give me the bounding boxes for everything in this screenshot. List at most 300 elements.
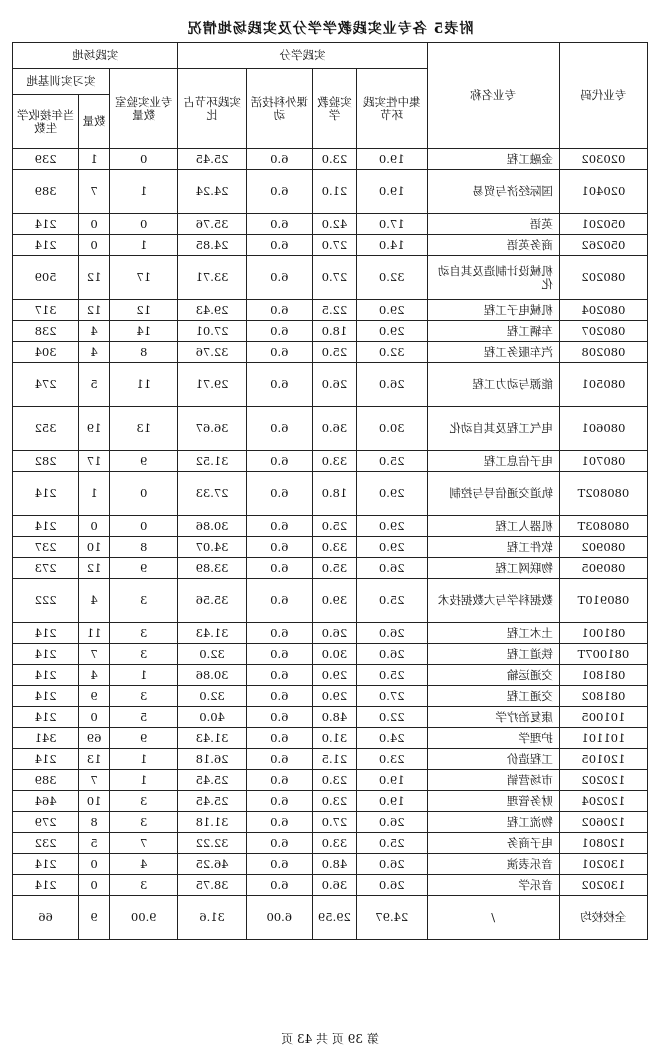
cell-experiment: 26.0 (312, 623, 356, 644)
header-extracurricular: 课外科技活动 (246, 69, 312, 149)
table-row (13, 833, 648, 854)
cell-concentrated: 14.0 (356, 235, 427, 256)
cell-code: 120602 (559, 812, 647, 833)
cell-code: 080207 (559, 321, 647, 342)
cell-ratio: 29.71 (178, 363, 246, 407)
cell-name: 交通运输 (427, 665, 559, 686)
cell-ratio: 32.0 (178, 644, 246, 665)
cell-name: 市场营销 (427, 770, 559, 791)
cell-labs: 14 (110, 321, 178, 342)
cell-base-count: 0 (79, 854, 110, 875)
cell-extracurricular: 6.0 (246, 235, 312, 256)
cell-code: 081007T (559, 644, 647, 665)
cell-labs: 4 (110, 854, 178, 875)
cell-extracurricular: 6.0 (246, 256, 312, 300)
cell-code: 080202 (559, 256, 647, 300)
cell-code: 101101 (559, 728, 647, 749)
cell-extracurricular: 6.0 (246, 770, 312, 791)
header-experiment: 实验教学 (312, 69, 356, 149)
cell-labs: 3 (110, 579, 178, 623)
cell-labs: 3 (110, 686, 178, 707)
table-row (13, 854, 648, 875)
cell-experiment: 29.0 (312, 686, 356, 707)
cell-extracurricular: 6.0 (246, 516, 312, 537)
cell-experiment: 22.5 (312, 300, 356, 321)
cell-experiment: 18.0 (312, 472, 356, 516)
header-sites-group: 实践场地 (13, 43, 178, 69)
cell-concentrated: 26.0 (356, 623, 427, 644)
cell-concentrated: 26.0 (356, 854, 427, 875)
cell-experiment: 23.0 (312, 770, 356, 791)
cell-name: 财务管理 (427, 791, 559, 812)
cell-extracurricular: 6.0 (246, 214, 312, 235)
cell-base-count: 9 (79, 686, 110, 707)
cell-experiment: 25.0 (312, 342, 356, 363)
total-cell-base-count: 9 (79, 896, 110, 940)
cell-experiment: 33.0 (312, 451, 356, 472)
cell-labs: 0 (110, 516, 178, 537)
cell-name: 音乐表演 (427, 854, 559, 875)
cell-extracurricular: 6.0 (246, 342, 312, 363)
cell-extracurricular: 6.0 (246, 579, 312, 623)
cell-students: 274 (13, 363, 79, 407)
cell-ratio: 30.86 (178, 665, 246, 686)
cell-labs: 9 (110, 451, 178, 472)
cell-code: 050201 (559, 214, 647, 235)
cell-base-count: 0 (79, 214, 110, 235)
cell-extracurricular: 6.0 (246, 686, 312, 707)
cell-extracurricular: 6.0 (246, 407, 312, 451)
cell-code: 020401 (559, 170, 647, 214)
cell-name: 工程造价 (427, 749, 559, 770)
cell-students: 214 (13, 644, 79, 665)
table-row (13, 707, 648, 728)
cell-code: 080208 (559, 342, 647, 363)
cell-concentrated: 25.0 (356, 579, 427, 623)
table-row (13, 537, 648, 558)
cell-code: 080802T (559, 472, 647, 516)
cell-name: 金融工程 (427, 149, 559, 170)
cell-base-count: 69 (79, 728, 110, 749)
cell-base-count: 19 (79, 407, 110, 451)
cell-ratio: 31.52 (178, 451, 246, 472)
cell-experiment: 27.0 (312, 235, 356, 256)
cell-experiment: 31.0 (312, 728, 356, 749)
cell-extracurricular: 6.0 (246, 833, 312, 854)
cell-students: 282 (13, 451, 79, 472)
table-row (13, 149, 648, 170)
cell-concentrated: 27.0 (356, 686, 427, 707)
total-row (13, 896, 648, 940)
header-concentrated: 集中性实践环节 (356, 69, 427, 149)
cell-base-count: 10 (79, 791, 110, 812)
cell-ratio: 31.43 (178, 623, 246, 644)
cell-experiment: 27.0 (312, 256, 356, 300)
cell-students: 389 (13, 170, 79, 214)
cell-code: 081802 (559, 686, 647, 707)
cell-ratio: 36.67 (178, 407, 246, 451)
cell-extracurricular: 6.0 (246, 707, 312, 728)
cell-code: 120202 (559, 770, 647, 791)
cell-extracurricular: 6.0 (246, 791, 312, 812)
table-row (13, 170, 648, 214)
cell-labs: 1 (110, 170, 178, 214)
cell-code: 130202 (559, 875, 647, 896)
cell-code: 080905 (559, 558, 647, 579)
cell-students: 279 (13, 812, 79, 833)
cell-code: 080701 (559, 451, 647, 472)
table-row (13, 363, 648, 407)
cell-concentrated: 26.0 (356, 558, 427, 579)
cell-labs: 3 (110, 623, 178, 644)
cell-code: 080601 (559, 407, 647, 451)
cell-students: 273 (13, 558, 79, 579)
total-cell-ratio: 31.6 (178, 896, 246, 940)
table-row (13, 644, 648, 665)
cell-labs: 17 (110, 256, 178, 300)
table-body (13, 149, 648, 940)
cell-ratio: 33.71 (178, 256, 246, 300)
cell-base-count: 13 (79, 749, 110, 770)
cell-students: 239 (13, 149, 79, 170)
cell-base-count: 1 (79, 149, 110, 170)
cell-name: 汽车服务工程 (427, 342, 559, 363)
cell-base-count: 12 (79, 300, 110, 321)
cell-code: 050262 (559, 235, 647, 256)
cell-code: 020302 (559, 149, 647, 170)
practice-table (12, 42, 648, 940)
cell-labs: 3 (110, 644, 178, 665)
cell-concentrated: 29.0 (356, 516, 427, 537)
cell-name: 护理学 (427, 728, 559, 749)
cell-experiment: 23.0 (312, 149, 356, 170)
cell-students: 509 (13, 256, 79, 300)
cell-labs: 7 (110, 833, 178, 854)
cell-base-count: 4 (79, 321, 110, 342)
cell-base-count: 1 (79, 472, 110, 516)
cell-ratio: 27.33 (178, 472, 246, 516)
cell-name: 物流工程 (427, 812, 559, 833)
table-row (13, 812, 648, 833)
cell-ratio: 29.43 (178, 300, 246, 321)
cell-students: 352 (13, 407, 79, 451)
cell-experiment: 27.0 (312, 812, 356, 833)
cell-name: 铁道工程 (427, 644, 559, 665)
cell-experiment: 21.0 (312, 170, 356, 214)
cell-code: 101005 (559, 707, 647, 728)
cell-concentrated: 26.0 (356, 875, 427, 896)
cell-students: 214 (13, 235, 79, 256)
page-footer: 第 39 页 共 43 页 (281, 1032, 379, 1046)
cell-base-count: 7 (79, 770, 110, 791)
cell-labs: 0 (110, 149, 178, 170)
total-cell-code: 全校校均 (559, 896, 647, 940)
table-row (13, 791, 648, 812)
cell-base-count: 0 (79, 707, 110, 728)
table-row (13, 516, 648, 537)
cell-labs: 11 (110, 363, 178, 407)
cell-students: 317 (13, 300, 79, 321)
total-cell-students: 66 (13, 896, 79, 940)
cell-ratio: 32.0 (178, 686, 246, 707)
cell-extracurricular: 6.0 (246, 363, 312, 407)
cell-name: 音乐学 (427, 875, 559, 896)
cell-students: 341 (13, 728, 79, 749)
cell-name: 英语 (427, 214, 559, 235)
cell-labs: 1 (110, 235, 178, 256)
cell-code: 081001 (559, 623, 647, 644)
cell-name: 康复治疗学 (427, 707, 559, 728)
cell-concentrated: 23.0 (356, 749, 427, 770)
cell-experiment: 25.0 (312, 516, 356, 537)
cell-extracurricular: 6.0 (246, 749, 312, 770)
cell-name: 机器人工程 (427, 516, 559, 537)
cell-code: 080910T (559, 579, 647, 623)
cell-concentrated: 19.0 (356, 149, 427, 170)
cell-ratio: 35.76 (178, 214, 246, 235)
cell-base-count: 12 (79, 558, 110, 579)
cell-concentrated: 25.0 (356, 833, 427, 854)
cell-experiment: 33.0 (312, 833, 356, 854)
cell-students: 214 (13, 749, 79, 770)
cell-ratio: 24.85 (178, 235, 246, 256)
table-row (13, 300, 648, 321)
cell-labs: 3 (110, 812, 178, 833)
cell-extracurricular: 6.0 (246, 149, 312, 170)
table-row (13, 342, 648, 363)
cell-experiment: 26.0 (312, 363, 356, 407)
cell-base-count: 12 (79, 256, 110, 300)
cell-name: 轨道交通信号与控制 (427, 472, 559, 516)
cell-base-count: 4 (79, 579, 110, 623)
cell-labs: 3 (110, 875, 178, 896)
cell-name: 国际经济与贸易 (427, 170, 559, 214)
cell-ratio: 25.45 (178, 149, 246, 170)
cell-base-count: 5 (79, 363, 110, 407)
cell-concentrated: 24.0 (356, 728, 427, 749)
cell-base-count: 0 (79, 516, 110, 537)
cell-experiment: 39.0 (312, 579, 356, 623)
table-row (13, 749, 648, 770)
header-bases-group: 实习实训基地 (13, 69, 110, 95)
total-cell-extracurricular: 6.00 (246, 896, 312, 940)
cell-extracurricular: 6.0 (246, 665, 312, 686)
cell-experiment: 21.5 (312, 749, 356, 770)
cell-name: 能源与动力工程 (427, 363, 559, 407)
cell-code: 120204 (559, 791, 647, 812)
cell-name: 交通工程 (427, 686, 559, 707)
cell-experiment: 35.0 (312, 558, 356, 579)
cell-name: 数据科学与大数据技术 (427, 579, 559, 623)
cell-labs: 3 (110, 791, 178, 812)
cell-concentrated: 30.0 (356, 407, 427, 451)
cell-concentrated: 32.0 (356, 342, 427, 363)
cell-ratio: 46.25 (178, 854, 246, 875)
cell-code: 080902 (559, 537, 647, 558)
cell-base-count: 0 (79, 235, 110, 256)
cell-concentrated: 29.0 (356, 321, 427, 342)
cell-name: 电子商务 (427, 833, 559, 854)
cell-labs: 13 (110, 407, 178, 451)
cell-labs: 12 (110, 300, 178, 321)
cell-students: 214 (13, 472, 79, 516)
cell-students: 214 (13, 214, 79, 235)
cell-labs: 8 (110, 342, 178, 363)
cell-concentrated: 25.0 (356, 451, 427, 472)
cell-base-count: 5 (79, 833, 110, 854)
cell-base-count: 0 (79, 875, 110, 896)
cell-ratio: 40.0 (178, 707, 246, 728)
cell-students: 214 (13, 623, 79, 644)
cell-experiment: 33.0 (312, 537, 356, 558)
cell-labs: 0 (110, 214, 178, 235)
table-row (13, 472, 648, 516)
cell-name: 土木工程 (427, 623, 559, 644)
cell-base-count: 4 (79, 665, 110, 686)
cell-students: 232 (13, 833, 79, 854)
cell-ratio: 35.56 (178, 579, 246, 623)
table-row (13, 623, 648, 644)
cell-students: 214 (13, 707, 79, 728)
cell-base-count: 11 (79, 623, 110, 644)
header-code: 专业代码 (559, 43, 647, 149)
header-credits-group: 实践学分 (178, 43, 427, 69)
cell-name: 软件工程 (427, 537, 559, 558)
cell-name: 机械设计制造及其自动化 (427, 256, 559, 300)
cell-students: 214 (13, 665, 79, 686)
cell-students: 304 (13, 342, 79, 363)
cell-students: 238 (13, 321, 79, 342)
table-row (13, 558, 648, 579)
cell-ratio: 26.18 (178, 749, 246, 770)
cell-students: 389 (13, 770, 79, 791)
table-row (13, 256, 648, 300)
cell-code: 080803T (559, 516, 647, 537)
cell-concentrated: 19.0 (356, 770, 427, 791)
total-cell-name: / (427, 896, 559, 940)
cell-ratio: 25.45 (178, 791, 246, 812)
cell-base-count: 8 (79, 812, 110, 833)
cell-name: 电子信息工程 (427, 451, 559, 472)
header-labs: 专业实验室数量 (110, 69, 178, 149)
table-row (13, 728, 648, 749)
cell-labs: 0 (110, 472, 178, 516)
cell-extracurricular: 6.0 (246, 451, 312, 472)
cell-code: 130201 (559, 854, 647, 875)
table-row (13, 770, 648, 791)
cell-extracurricular: 6.0 (246, 170, 312, 214)
cell-experiment: 23.0 (312, 791, 356, 812)
cell-base-count: 7 (79, 170, 110, 214)
header-name: 专业名称 (427, 43, 559, 149)
cell-experiment: 48.0 (312, 854, 356, 875)
cell-code: 080501 (559, 363, 647, 407)
total-cell-experiment: 29.59 (312, 896, 356, 940)
cell-experiment: 36.0 (312, 407, 356, 451)
cell-ratio: 24.24 (178, 170, 246, 214)
cell-labs: 9 (110, 728, 178, 749)
cell-extracurricular: 6.0 (246, 537, 312, 558)
table-row (13, 451, 648, 472)
table-row (13, 665, 648, 686)
cell-labs: 1 (110, 770, 178, 791)
cell-students: 222 (13, 579, 79, 623)
cell-concentrated: 26.0 (356, 812, 427, 833)
table-row (13, 579, 648, 623)
cell-concentrated: 26.0 (356, 363, 427, 407)
cell-ratio: 32.76 (178, 342, 246, 363)
table-row (13, 686, 648, 707)
cell-extracurricular: 6.0 (246, 300, 312, 321)
cell-extracurricular: 6.0 (246, 558, 312, 579)
cell-code: 080204 (559, 300, 647, 321)
cell-extracurricular: 6.0 (246, 812, 312, 833)
cell-name: 物联网工程 (427, 558, 559, 579)
cell-ratio: 34.07 (178, 537, 246, 558)
table-row (13, 321, 648, 342)
total-cell-concentrated: 24.97 (356, 896, 427, 940)
cell-students: 464 (13, 791, 79, 812)
cell-students: 214 (13, 854, 79, 875)
cell-extracurricular: 6.0 (246, 472, 312, 516)
cell-concentrated: 29.0 (356, 537, 427, 558)
cell-experiment: 18.0 (312, 321, 356, 342)
cell-ratio: 31.43 (178, 728, 246, 749)
cell-ratio: 25.45 (178, 770, 246, 791)
cell-experiment: 29.0 (312, 665, 356, 686)
cell-concentrated: 17.0 (356, 214, 427, 235)
cell-name: 机械电子工程 (427, 300, 559, 321)
cell-extracurricular: 6.0 (246, 854, 312, 875)
header-students: 当年接收学生数 (13, 95, 79, 149)
cell-ratio: 27.01 (178, 321, 246, 342)
cell-base-count: 4 (79, 342, 110, 363)
cell-ratio: 38.75 (178, 875, 246, 896)
cell-concentrated: 25.0 (356, 665, 427, 686)
cell-ratio: 31.18 (178, 812, 246, 833)
header-ratio: 实践环节占比 (178, 69, 246, 149)
cell-base-count: 7 (79, 644, 110, 665)
cell-concentrated: 19.0 (356, 170, 427, 214)
cell-students: 237 (13, 537, 79, 558)
cell-extracurricular: 6.0 (246, 644, 312, 665)
cell-ratio: 32.22 (178, 833, 246, 854)
cell-experiment: 30.0 (312, 644, 356, 665)
cell-base-count: 17 (79, 451, 110, 472)
total-cell-labs: 9.00 (110, 896, 178, 940)
cell-name: 电气工程及其自动化 (427, 407, 559, 451)
cell-name: 商务英语 (427, 235, 559, 256)
table-row (13, 875, 648, 896)
cell-code: 120105 (559, 749, 647, 770)
header-base-count: 数量 (79, 95, 110, 149)
cell-labs: 5 (110, 707, 178, 728)
cell-code: 120801 (559, 833, 647, 854)
cell-experiment: 42.0 (312, 214, 356, 235)
cell-base-count: 10 (79, 537, 110, 558)
cell-ratio: 30.86 (178, 516, 246, 537)
cell-concentrated: 26.0 (356, 644, 427, 665)
cell-ratio: 33.89 (178, 558, 246, 579)
cell-concentrated: 22.0 (356, 707, 427, 728)
cell-labs: 8 (110, 537, 178, 558)
cell-experiment: 48.0 (312, 707, 356, 728)
table-title: 附表5 各专业实践教学学分及实践场地情况 (186, 21, 474, 37)
cell-students: 214 (13, 875, 79, 896)
cell-name: 车辆工程 (427, 321, 559, 342)
cell-extracurricular: 6.0 (246, 875, 312, 896)
cell-students: 214 (13, 686, 79, 707)
